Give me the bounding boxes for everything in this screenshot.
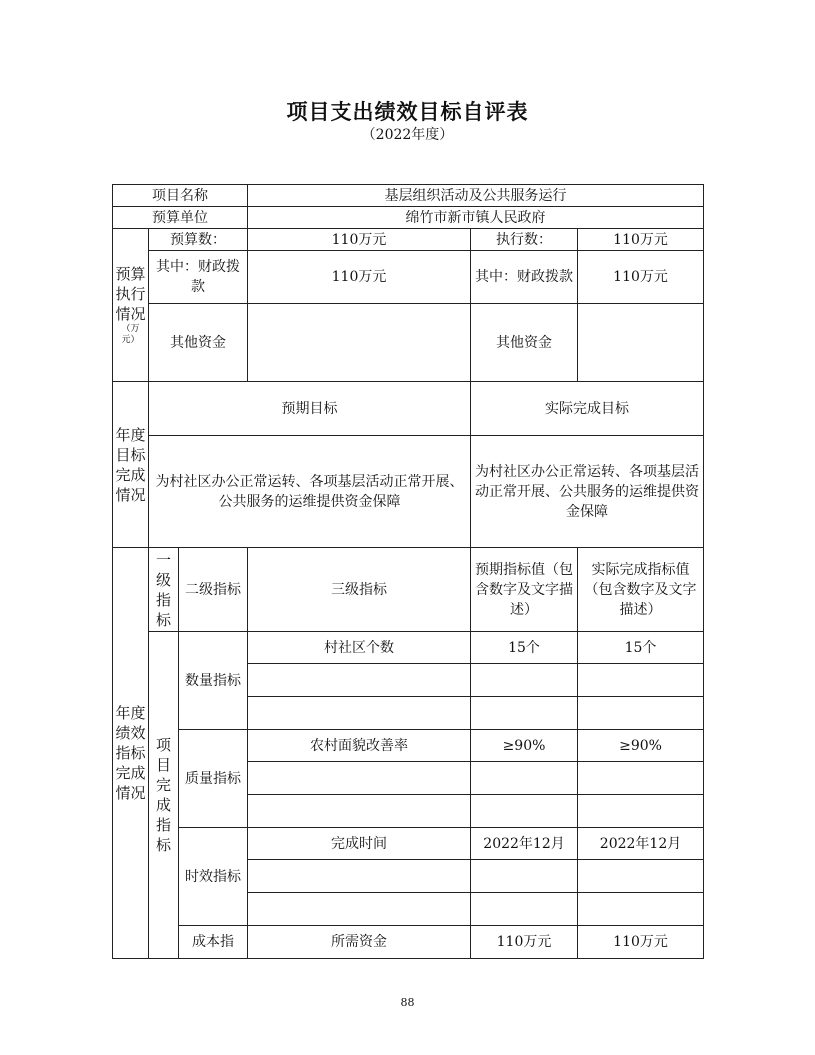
- fiscal-allocation-executed-label: 其中：财政拨款: [471, 251, 578, 304]
- indicator-actual: [578, 860, 704, 893]
- level2-indicator-header: 二级指标: [179, 548, 248, 632]
- other-funds-executed-label: 其他资金: [471, 304, 578, 382]
- budget-execution-section-label: [113, 229, 149, 382]
- indicator-row: [113, 828, 704, 860]
- indicator-actual: [578, 664, 704, 697]
- fiscal-allocation-executed-value: 110万元: [578, 251, 704, 304]
- indicator-name: [248, 893, 471, 926]
- indicator-actual: [578, 762, 704, 795]
- indicator-name: 所需资金: [248, 926, 471, 959]
- expected-goal-text: 为村社区办公正常运转、各项基层活动正常开展、公共服务的运维提供资金保障: [149, 436, 471, 548]
- indicator-expected: ≥90%: [471, 730, 578, 762]
- indicator-expected: [471, 893, 578, 926]
- indicator-expected: 110万元: [471, 926, 578, 959]
- document-year: （2022年度）: [361, 127, 454, 143]
- indicator-name: 完成时间: [248, 828, 471, 860]
- indicator-expected: 15个: [471, 632, 578, 664]
- actual-goal-text: 为村社区办公正常运转、各项基层活动正常开展、公共服务的运维提供资金保障: [471, 436, 704, 548]
- budget-amount-value: 110万元: [248, 229, 471, 251]
- indicator-actual: 15个: [578, 632, 704, 664]
- output-indicator-label: 项目完成指标: [149, 632, 179, 959]
- indicator-actual: ≥90%: [578, 730, 704, 762]
- indicator-expected: [471, 664, 578, 697]
- indicator-name: [248, 697, 471, 730]
- actual-goal-header: 实际完成目标: [471, 382, 704, 436]
- indicator-name: [248, 795, 471, 828]
- expected-goal-header: 预期目标: [149, 382, 471, 436]
- other-funds-budget-label: 其他资金: [149, 304, 248, 382]
- level1-indicator-header: 一级指标: [149, 548, 179, 632]
- level3-indicator-header: 三级指标: [248, 548, 471, 632]
- indicator-category: 时效指标: [179, 828, 248, 926]
- indicator-row: [113, 926, 704, 959]
- executed-amount-label: 执行数：: [471, 229, 578, 251]
- performance-evaluation-table: [112, 184, 704, 959]
- indicator-actual: [578, 697, 704, 730]
- project-name-label: 项目名称: [113, 185, 248, 207]
- indicator-actual: [578, 795, 704, 828]
- indicator-name: 村社区个数: [248, 632, 471, 664]
- actual-value-header: 实际完成指标值（包含数字及文字描述）: [578, 548, 704, 632]
- indicator-category: 成本指: [179, 926, 248, 959]
- indicator-actual: 110万元: [578, 926, 704, 959]
- indicator-expected: [471, 762, 578, 795]
- annual-goal-section-label: 年度目标完成情况: [113, 382, 149, 548]
- budget-amount-label: 预算数：: [149, 229, 248, 251]
- executed-amount-value: 110万元: [578, 229, 704, 251]
- budget-section-unit: （万元）: [121, 324, 140, 345]
- indicator-name: [248, 664, 471, 697]
- indicator-name: [248, 860, 471, 893]
- fiscal-allocation-budget-label: 其中：财政拨款: [149, 251, 248, 304]
- project-name-value: 基层组织活动及公共服务运行: [248, 185, 704, 207]
- indicator-name: [248, 762, 471, 795]
- page-number: 88: [400, 996, 415, 1009]
- budget-unit-label: 预算单位: [113, 207, 248, 229]
- indicator-expected: [471, 697, 578, 730]
- indicator-expected: [471, 795, 578, 828]
- other-funds-executed-value: [578, 304, 704, 382]
- expected-value-header: 预期指标值（包含数字及文字描述）: [471, 548, 578, 632]
- other-funds-budget-value: [248, 304, 471, 382]
- indicator-name: 农村面貌改善率: [248, 730, 471, 762]
- performance-indicator-section-label: 年度绩效指标完成情况: [113, 548, 149, 959]
- indicator-actual: 2022年12月: [578, 828, 704, 860]
- indicator-row: [113, 730, 704, 762]
- indicator-category: 数量指标: [179, 632, 248, 730]
- indicator-expected: [471, 860, 578, 893]
- fiscal-allocation-budget-value: 110万元: [248, 251, 471, 304]
- indicator-expected: 2022年12月: [471, 828, 578, 860]
- indicator-actual: [578, 893, 704, 926]
- indicator-row: [113, 632, 704, 664]
- document-title: 项目支出绩效目标自评表: [286, 99, 529, 124]
- indicator-category: 质量指标: [179, 730, 248, 828]
- budget-section-title: 预算执行情况: [115, 265, 146, 323]
- budget-unit-value: 绵竹市新市镇人民政府: [248, 207, 704, 229]
